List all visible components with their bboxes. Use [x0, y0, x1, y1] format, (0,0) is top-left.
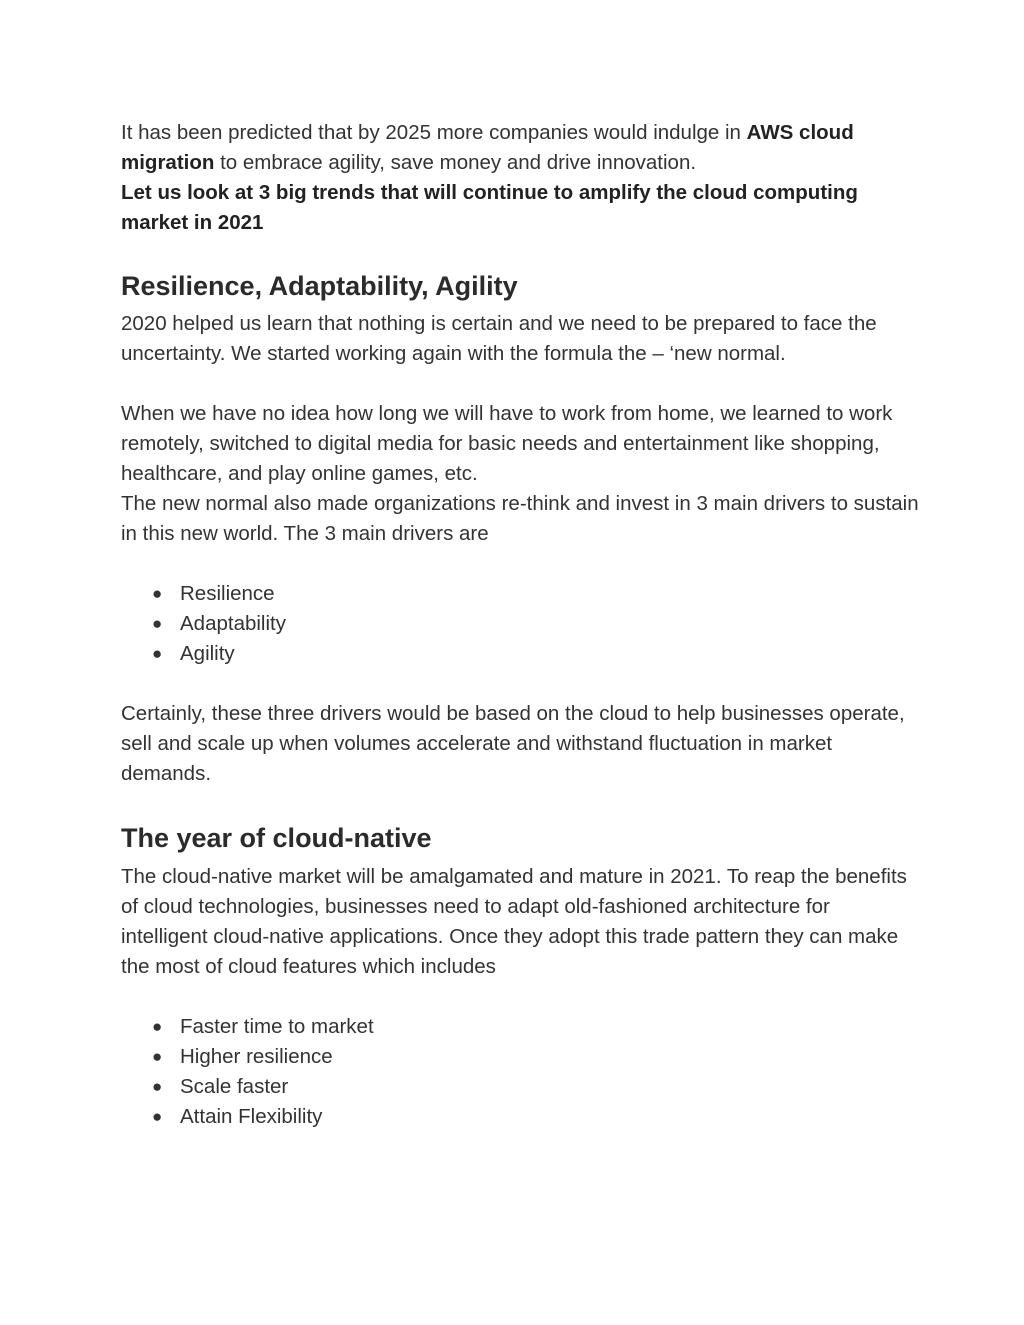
aws-cloud-migration-bold: AWS cloud migration: [121, 121, 854, 174]
drivers-list: [121, 579, 921, 669]
list-item-text: Higher resilience: [180, 1045, 333, 1068]
bullet-icon: ●: [152, 1107, 163, 1126]
list-item: [121, 1072, 921, 1102]
list-item: [121, 1012, 921, 1042]
list-item: [121, 579, 921, 609]
paragraph-spacer: [121, 669, 921, 699]
paragraph-spacer: [121, 982, 921, 1012]
list-item-text: Agility: [180, 642, 235, 665]
list-item-text: Resilience: [180, 582, 275, 605]
paragraph-spacer: [121, 369, 921, 399]
bullet-icon: ●: [152, 1017, 163, 1036]
list-item-text: Attain Flexibility: [180, 1105, 323, 1128]
list-item: [121, 1042, 921, 1072]
intro-lead: Let us look at 3 big trends that will continue to amplify the cloud computing market in 2021: [121, 181, 858, 234]
bullet-icon: ●: [152, 1047, 163, 1066]
list-item: [121, 1102, 921, 1132]
bullet-icon: ●: [152, 584, 163, 603]
section2-paragraph-1: The cloud-native market will be amalgamated and mature in 2021. To reap the benefits of cloud technologies, businesses need to adapt old-fashioned architecture for intelligent cloud-native applications. Once they adopt this trade pattern they can make the most of cloud features which includes: [121, 865, 907, 978]
bullet-icon: ●: [152, 1077, 163, 1096]
document-page: [121, 118, 921, 1132]
section1-paragraph-1: 2020 helped us learn that nothing is certain and we need to be prepared to face the uncertainty. We started working again with the formula the – ‘new normal.: [121, 312, 877, 365]
list-item-text: Faster time to market: [180, 1015, 374, 1038]
list-item-text: Adaptability: [180, 612, 286, 635]
list-item: [121, 639, 921, 669]
intro-text-before: It has been predicted that by 2025 more companies would indulge in: [121, 121, 747, 144]
cloud-features-list: [121, 1012, 921, 1132]
section1-paragraph-3: Certainly, these three drivers would be based on the cloud to help businesses operate, sell and scale up when volumes accelerate and withstand fluctuation in market demands.: [121, 702, 905, 785]
bullet-icon: ●: [152, 614, 163, 633]
bullet-icon: ●: [152, 644, 163, 663]
section1-paragraph-2a: When we have no idea how long we will have to work from home, we learned to work remotely, switched to digital media for basic needs and entertainment like shopping, healthcare, and play online games, etc.: [121, 402, 893, 485]
intro-text-after: to embrace agility, save money and drive innovation.: [214, 151, 697, 174]
list-item-text: Scale faster: [180, 1075, 289, 1098]
list-item: [121, 609, 921, 639]
section-heading-resilience: Resilience, Adaptability, Agility: [121, 271, 518, 301]
section1-paragraph-2b: The new normal also made organizations re-think and invest in 3 main drivers to sustain in this new world. The 3 main drivers are: [121, 492, 919, 545]
paragraph-spacer: [121, 549, 921, 579]
section-heading-cloud-native: The year of cloud-native: [121, 823, 432, 853]
intro-paragraph: [121, 118, 921, 178]
